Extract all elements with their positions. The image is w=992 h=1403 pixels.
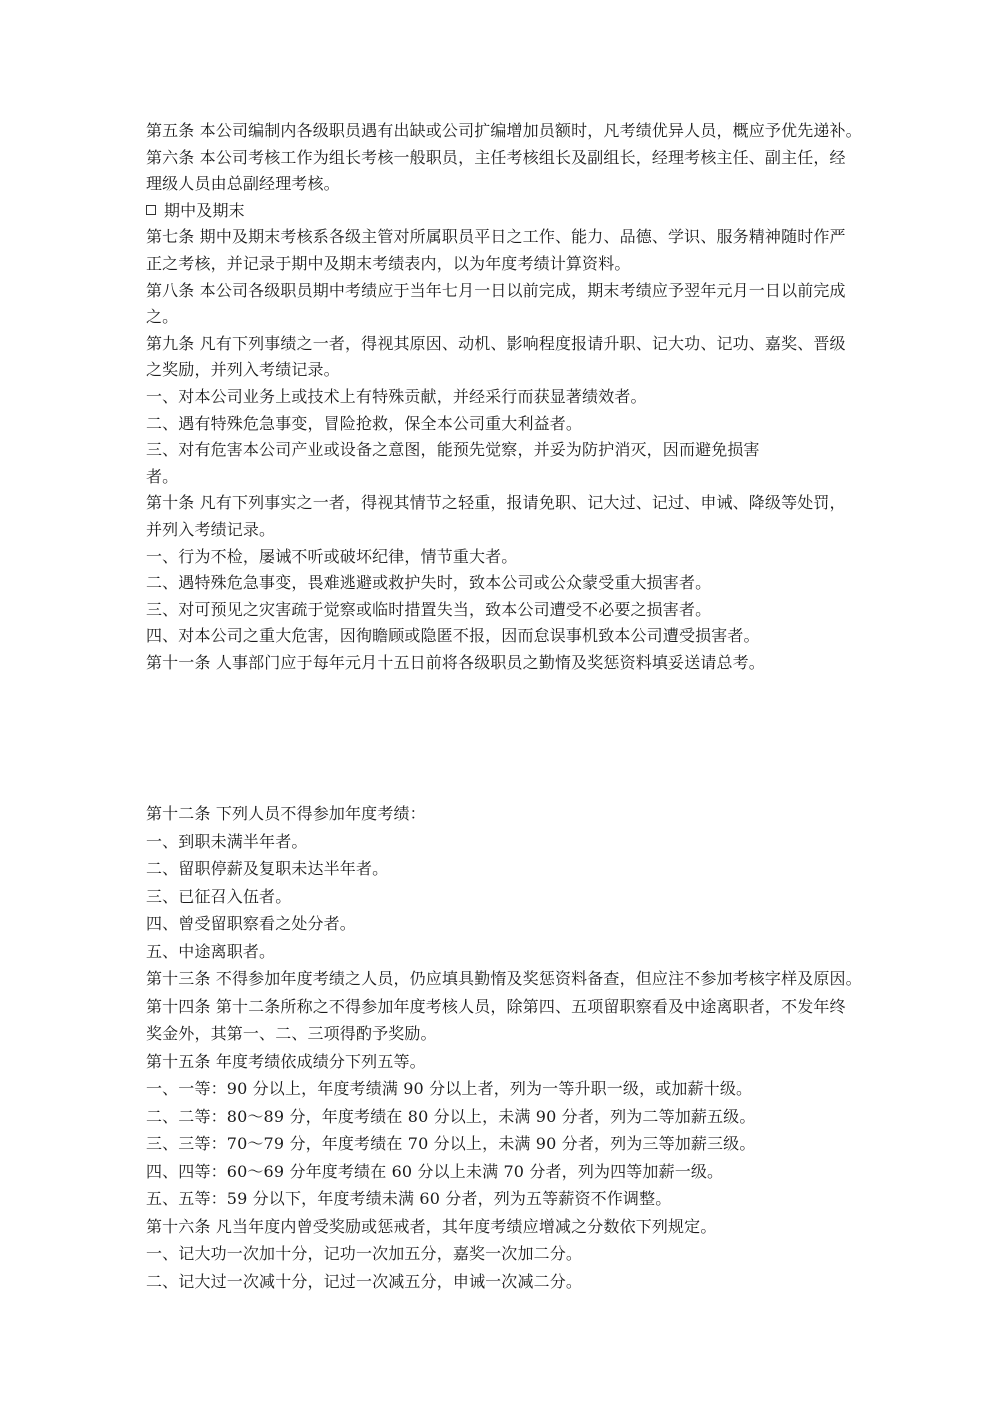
section-articles-12-16 [146,800,862,1295]
article-6-line-1: 第六条 本公司考核工作为组长考核一般职员，主任考核组长及副组长，经理考核主任、副主任，经 [146,147,846,167]
article-10-item-4: 四、对本公司之重大危害，因徇瞻顾或隐匿不报，因而怠误事机致本公司遭受损害者。 [146,626,760,646]
checkbox-bullet-icon [146,205,156,215]
article-15-grade-1: 一、一等：90 分以上，年度考绩满 90 分以上者，列为一等升职一级，或加薪十级。 [146,1079,753,1098]
article-10-line-2: 并列入考绩记录。 [146,519,276,539]
article-7-line-2: 正之考核，并记录于期中及期末考绩表内，以为年度考绩计算资料。 [146,253,631,273]
article-15-grade-3: 三、三等：70～79 分，年度考绩在 70 分以上，未满 90 分者，列为三等加薪三级。 [146,1134,756,1153]
article-9-item-3-line-1: 三、对有危害本公司产业或设备之意图，能预先觉察，并妥为防护消灭，因而避免损害 [146,440,760,460]
article-9-item-3-line-2: 者。 [146,466,179,486]
article-10-item-1: 一、行为不检，屡诫不听或破坏纪律，情节重大者。 [146,546,518,566]
article-5-line: 第五条 本公司编制内各级职员遇有出缺或公司扩编增加员额时，凡考绩优异人员，概应予优先递补。 [146,121,862,140]
subheading-midterm-final [146,198,856,225]
article-9-line-2: 之奖励，并列入考绩记录。 [146,360,340,380]
article-8-line-2: 之。 [146,307,179,327]
article-15-grade-5: 五、五等：59 分以下，年度考绩未满 60 分者，列为五等薪资不作调整。 [146,1189,672,1208]
subheading-text: 期中及期末 [164,200,245,220]
article-16-item-1: 一、记大功一次加十分，记功一次加五分，嘉奖一次加二分。 [146,1244,583,1263]
article-15-grade-2: 二、二等：80～89 分，年度考绩在 80 分以上，未满 90 分者，列为二等加薪五级。 [146,1106,756,1126]
article-9-item-1: 一、对本公司业务上或技术上有特殊贡献，并经采行而获显著绩效者。 [146,386,647,406]
article-8-line-1: 第八条 本公司各级职员期中考绩应于当年七月一日以前完成，期末考绩应予翌年元月一日以前完成 [146,280,846,300]
article-10-line-1: 第十条 凡有下列事实之一者，得视其情节之轻重，报请免职、记大过、记过、申诫、降级等处罚， [146,493,846,513]
article-12-item-3: 三、已征召入伍者。 [146,886,292,906]
article-7-line-1: 第七条 期中及期末考核系各级主管对所属职员平日之工作、能力、品德、学识、服务精神随时作严 [146,227,846,247]
article-15-grade-4: 四、四等：60～69 分年度考绩在 60 分以上未满 70 分者，列为四等加薪一级。 [146,1161,724,1181]
article-14-line-2: 奖金外，其第一、二、三项得酌予奖励。 [146,1024,437,1043]
article-10-item-3: 三、对可预见之灾害疏于觉察或临时措置失当，致本公司遭受不必要之损害者。 [146,599,712,619]
article-12-item-4: 四、曾受留职察看之处分者。 [146,914,356,933]
article-15-line: 第十五条 年度考绩依成绩分下列五等。 [146,1051,426,1071]
article-16-item-2: 二、记大过一次减十分，记过一次减五分，申诫一次减二分。 [146,1271,583,1291]
article-12-line: 第十二条 下列人员不得参加年度考绩： [146,804,426,823]
article-10-item-2: 二、遇特殊危急事变，畏难逃避或救护失时，致本公司或公众蒙受重大损害者。 [146,573,712,593]
article-9-item-2: 二、遇有特殊危急事变，冒险抢救，保全本公司重大利益者。 [146,413,583,433]
section-articles-5-11 [146,118,862,676]
article-12-item-5: 五、中途离职者。 [146,941,276,961]
article-16-line: 第十六条 凡当年度内曾受奖励或惩戒者，其年度考绩应增减之分数依下列规定。 [146,1216,717,1236]
article-13-line: 第十三条 不得参加年度考绩之人员，仍应填具勤惰及奖惩资料备查，但应注不参加考核字样及原因。 [146,969,862,988]
article-14-line-1: 第十四条 第十二条所称之不得参加年度考核人员，除第四、五项留职察看及中途离职者，不发年终 [146,996,846,1016]
article-12-item-2: 二、留职停薪及复职未达半年者。 [146,859,389,878]
article-9-line-1: 第九条 凡有下列事绩之一者，得视其原因、动机、影响程度报请升职、记大功、记功、嘉奖、晋级 [146,333,846,353]
article-12-item-1: 一、到职未满半年者。 [146,831,308,851]
article-11-line: 第十一条 人事部门应于每年元月十五日前将各级职员之勤惰及奖惩资料填妥送请总考。 [146,652,765,672]
article-6-line-2: 理级人员由总副经理考核。 [146,174,340,194]
